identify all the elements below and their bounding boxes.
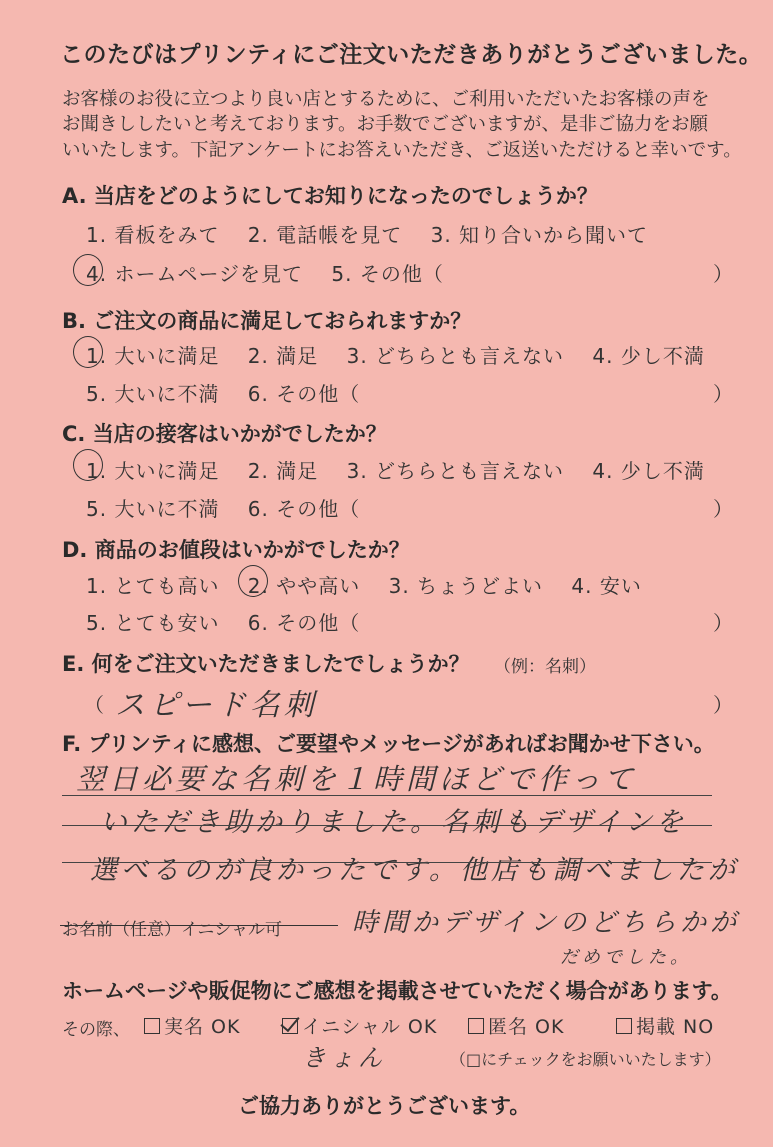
- question-b-options-2: 5. 大いに不満 6. その他（: [86, 382, 361, 406]
- question-d-close-paren: ）: [713, 611, 733, 635]
- comment-rule-2: [62, 825, 712, 826]
- name-label: お名前（任意）イニシャル可: [62, 920, 282, 940]
- question-c-options-1: 1. 大いに満足 2. 満足 3. どちらとも言えない 4. 少し不満: [86, 459, 705, 483]
- footer-thanks: ご協力ありがとうございます。: [238, 1094, 531, 1118]
- answer-circle-a: [73, 254, 103, 286]
- comment-rule-1: [62, 795, 712, 796]
- question-e-open-paren: （: [84, 693, 104, 717]
- question-c-close-paren: ）: [713, 497, 733, 521]
- comment-line-1: 翌日必要な名刺を１時間ほどで作って: [76, 762, 638, 796]
- checkbox-anonymous[interactable]: [468, 1018, 484, 1034]
- option-anonymous-label: 匿名 OK: [488, 1016, 565, 1038]
- question-a-options-1: 1. 看板をみて 2. 電話帳を見て 3. 知り合いから聞いて: [86, 223, 649, 247]
- check-note: （□にチェックをお願いいたします）: [450, 1050, 721, 1069]
- question-b-close-paren: ）: [713, 382, 733, 406]
- checkbox-real-name[interactable]: [144, 1018, 160, 1034]
- question-e-close-paren: ）: [713, 693, 733, 717]
- question-e: E. 何をご注文いただきましたでしょうか？: [62, 652, 470, 676]
- option-anonymous[interactable]: [468, 1012, 564, 1039]
- intro-line-2: お聞きししたいと考えております。お手数でございますが、是非ご協力をお願: [62, 114, 709, 135]
- question-e-example: （例：名刺）: [494, 657, 596, 677]
- signature-initials: きょん: [302, 1044, 386, 1072]
- question-d-options-1: 1. とても高い 2. やや高い 3. ちょうどよい 4. 安い: [86, 574, 642, 598]
- publish-heading: ホームページや販促物にご感想を掲載させていただく場合があります。: [62, 979, 732, 1003]
- option-real-name[interactable]: [144, 1012, 240, 1039]
- checkbox-initial[interactable]: [282, 1018, 298, 1034]
- question-f: F. プリンティに感想、ご要望やメッセージがあればお聞かせ下さい。: [62, 732, 715, 756]
- option-real-name-label: 実名 OK: [164, 1016, 241, 1038]
- checkbox-no-publish[interactable]: [616, 1018, 632, 1034]
- comment-line-5: だめでした。: [560, 947, 692, 968]
- answer-circle-d: [238, 565, 268, 597]
- intro-line-1: お客様のお役に立つより良い店とするために、ご利用いただいたお客様の声を: [62, 89, 710, 110]
- answer-circle-b: [73, 336, 103, 368]
- question-e-answer: スピード名刺: [115, 688, 318, 723]
- question-a: A. 当店をどのようにしてお知りになったのでしょうか？: [62, 184, 598, 208]
- question-b-options-1: 1. 大いに満足 2. 満足 3. どちらとも言えない 4. 少し不満: [86, 344, 705, 368]
- option-initial-label: イニシャル OK: [302, 1016, 438, 1038]
- publish-prefix: その際、: [62, 1020, 130, 1040]
- comment-line-3: 選べるのが良かったです。他店も調べましたが: [90, 855, 739, 886]
- question-c: C. 当店の接客はいかがでしたか？: [62, 422, 387, 446]
- comment-line-2: いただき助かりました。名刺もデザインを: [100, 807, 688, 838]
- question-a-close-paren: ）: [713, 262, 733, 286]
- name-label-strike: [60, 925, 338, 926]
- comment-line-4: 時間かデザインのどちらかが: [352, 908, 741, 938]
- page-title: このたびはプリンティにご注文いただきありがとうございました。: [60, 42, 763, 68]
- question-d: D. 商品のお値段はいかがでしたか？: [62, 538, 410, 562]
- option-initial[interactable]: [282, 1012, 437, 1039]
- question-a-options-2: 4. ホームページを見て 5. その他（: [86, 262, 444, 286]
- question-c-options-2: 5. 大いに不満 6. その他（: [86, 497, 361, 521]
- option-no-publish[interactable]: [616, 1012, 714, 1039]
- answer-circle-c: [73, 449, 103, 481]
- option-no-publish-label: 掲載 NO: [636, 1016, 715, 1038]
- comment-rule-3: [62, 862, 712, 863]
- question-b: B. ご注文の商品に満足しておられますか？: [62, 309, 472, 333]
- intro-line-3: いいたします。下記アンケートにお答えいただき、ご返送いただけると幸いです。: [62, 140, 742, 161]
- question-d-options-2: 5. とても安い 6. その他（: [86, 611, 361, 635]
